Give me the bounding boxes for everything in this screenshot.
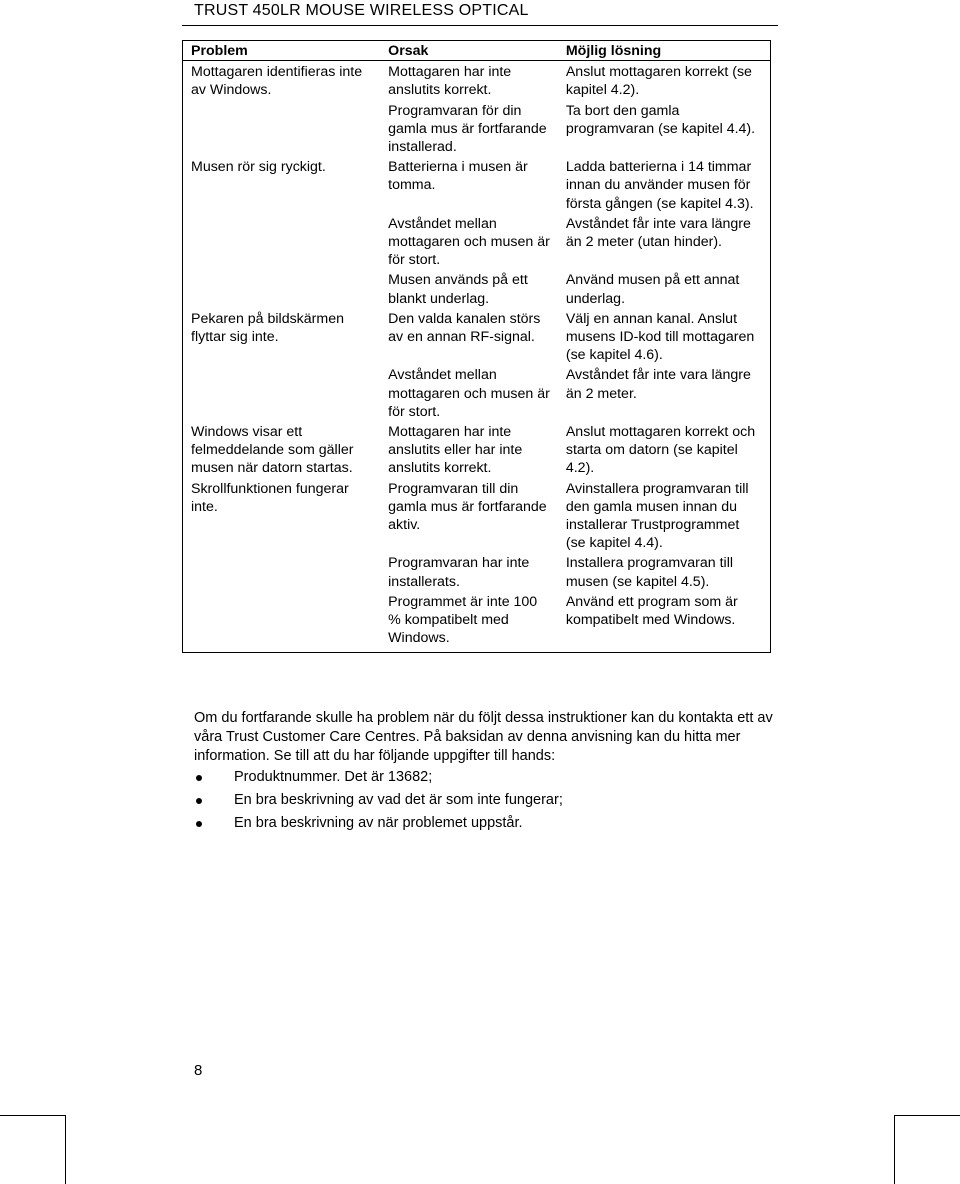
list-item-text: Produktnummer. Det är 13682; xyxy=(234,769,433,785)
crop-mark-right-vertical xyxy=(894,1115,895,1184)
crop-mark-left-horizontal xyxy=(0,1115,66,1116)
cell-solution: Använd ett program som är kompatibelt med Windows. xyxy=(565,593,738,629)
column-header-problem: Problem xyxy=(183,41,381,61)
cell-cause: Den valda kanalen störs av en annan RF-signal. xyxy=(388,310,541,346)
table-row xyxy=(183,421,771,478)
table-row xyxy=(183,364,771,421)
cell-solution: Avståndet får inte vara längre än 2 meter. xyxy=(565,367,751,402)
table-row xyxy=(183,591,771,652)
support-paragraph: Om du fortfarande skulle ha problem när du följt dessa instruktioner kan du kontakta ett av våra Trust Customer Care Centres. På baksidan av denna anvisning kan du hitta mer information. Se till att du har följande uppgifter till hands: xyxy=(194,710,773,764)
cell-solution: Ladda batterierna i 14 timmar innan du använder musen för första gången (se kapitel 4.3). xyxy=(565,159,754,212)
table-row xyxy=(183,308,771,365)
cell-cause: Avståndet mellan mottagaren och musen är för stort. xyxy=(388,215,550,269)
cell-problem: Skrollfunktionen fungerar inte. xyxy=(191,480,349,515)
cell-solution: Avinstallera programvaran till den gamla musen innan du installerar Trustprogrammet (se kapitel 4.4). xyxy=(565,480,749,552)
cell-problem xyxy=(183,269,381,307)
cell-cause: Programvaran till din gamla mus är fortfarande aktiv. xyxy=(388,480,547,534)
page-number: 8 xyxy=(194,1062,203,1079)
cell-solution: Anslut mottagaren korrekt och starta om datorn (se kapitel 4.2). xyxy=(565,424,756,477)
cell-solution: Ta bort den gamla programvaran (se kapitel 4.4). xyxy=(565,102,756,137)
cell-cause: Programmet är inte 100 % kompatibelt med Windows. xyxy=(388,593,538,647)
bullet-icon xyxy=(196,821,202,827)
column-header-losning: Möjlig lösning xyxy=(558,41,771,61)
cell-solution: Avståndet får inte vara längre än 2 meter (utan hinder). xyxy=(565,215,751,251)
crop-mark-left-vertical xyxy=(65,1115,66,1184)
crop-mark-right-horizontal xyxy=(894,1115,960,1116)
cell-solution: Anslut mottagaren korrekt (se kapitel 4.2). xyxy=(565,64,752,99)
bullet-icon xyxy=(196,798,202,804)
table-row xyxy=(183,100,771,157)
cell-cause: Avståndet mellan mottagaren och musen är för stort. xyxy=(388,367,550,420)
document-header-title: TRUST 450LR MOUSE WIRELESS OPTICAL xyxy=(194,2,529,19)
cell-problem: Mottagaren identifieras inte av Windows. xyxy=(191,64,363,99)
cell-solution: Installera programvaran till musen (se kapitel 4.5). xyxy=(565,555,734,590)
cell-cause: Musen används på ett blankt underlag. xyxy=(388,272,528,307)
support-info-section xyxy=(194,709,784,835)
cell-cause: Mottagaren har inte anslutits korrekt. xyxy=(388,64,512,99)
cell-problem xyxy=(183,100,381,157)
cell-problem xyxy=(183,213,381,270)
cell-cause: Mottagaren har inte anslutits eller har inte anslutits korrekt. xyxy=(388,424,523,477)
cell-problem xyxy=(183,552,381,590)
cell-cause: Programvaran har inte installerats. xyxy=(388,555,530,590)
table-row xyxy=(183,552,771,590)
table-row xyxy=(183,61,771,100)
list-item-text: En bra beskrivning av när problemet uppstår. xyxy=(234,815,523,831)
cell-problem: Musen rör sig ryckigt. xyxy=(191,159,326,176)
header-divider xyxy=(182,25,778,26)
required-info-list xyxy=(194,766,784,835)
list-item xyxy=(194,766,784,789)
table-header-row xyxy=(183,41,771,61)
cell-problem: Windows visar ett felmeddelande som gäller musen när datorn startas. xyxy=(191,424,354,477)
bullet-icon xyxy=(196,775,202,781)
cell-solution: Välj en annan kanal. Anslut musens ID-kod till mottagaren (se kapitel 4.6). xyxy=(565,310,755,364)
list-item-text: En bra beskrivning av vad det är som inte fungerar; xyxy=(234,792,563,808)
cell-problem: Pekaren på bildskärmen flyttar sig inte. xyxy=(191,310,344,346)
cell-solution: Använd musen på ett annat underlag. xyxy=(565,272,740,307)
list-item xyxy=(194,812,784,835)
table-row xyxy=(183,156,771,213)
column-header-orsak: Orsak xyxy=(380,41,558,61)
cell-cause: Programvaran för din gamla mus är fortfarande installerad. xyxy=(388,102,547,156)
cell-cause: Batterierna i musen är tomma. xyxy=(388,159,528,194)
table-row xyxy=(183,478,771,553)
troubleshooting-table xyxy=(182,40,771,653)
table-row xyxy=(183,213,771,270)
list-item xyxy=(194,789,784,812)
cell-problem xyxy=(183,364,381,421)
table-row xyxy=(183,269,771,307)
cell-problem xyxy=(183,591,381,652)
